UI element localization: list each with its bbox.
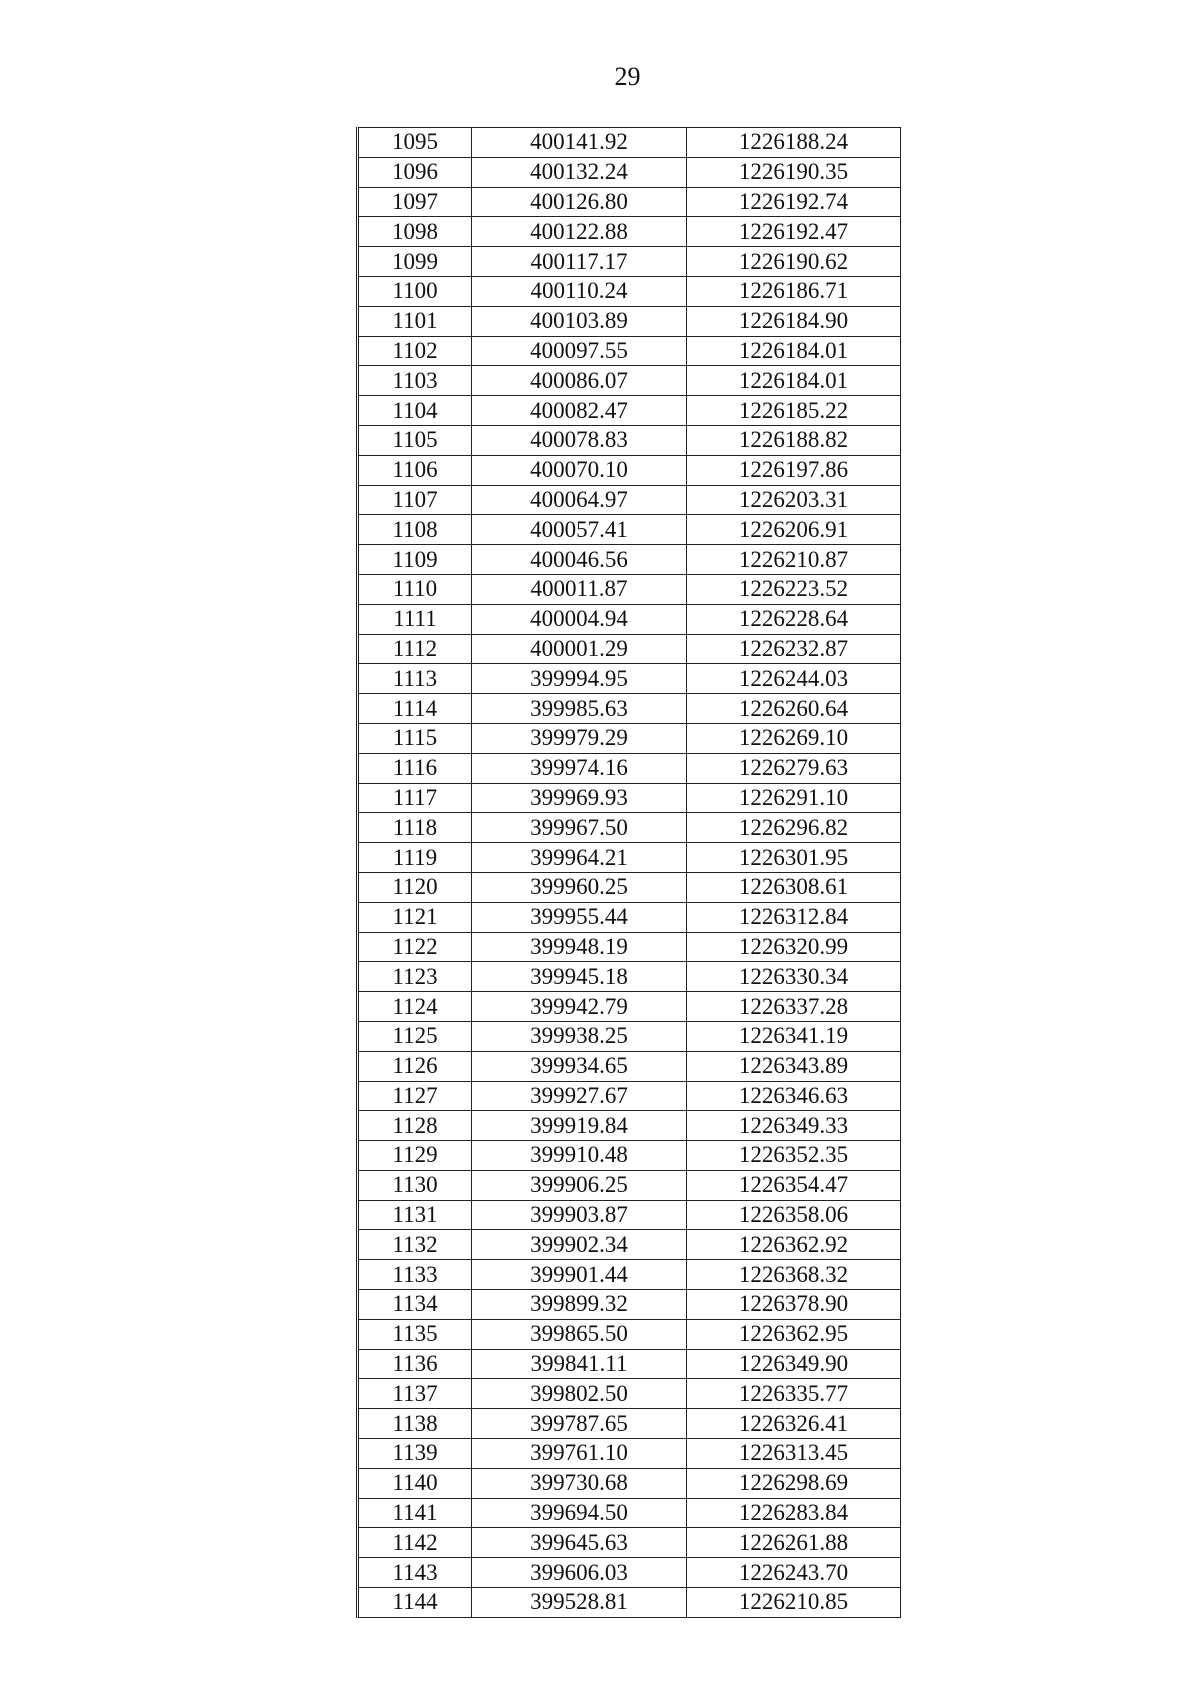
y-coordinate-cell: 1226349.33 — [687, 1111, 901, 1141]
y-coordinate-cell: 1226232.87 — [687, 634, 901, 664]
table-row — [358, 515, 901, 545]
y-coordinate-cell: 1226188.82 — [687, 425, 901, 455]
x-coordinate-cell: 399902.34 — [472, 1230, 687, 1260]
x-coordinate-cell: 400117.17 — [472, 247, 687, 277]
table-row — [358, 1498, 901, 1528]
point-number-cell: 1123 — [358, 962, 472, 992]
point-number-cell: 1124 — [358, 992, 472, 1022]
point-number-cell: 1142 — [358, 1528, 472, 1558]
x-coordinate-cell: 399969.93 — [472, 783, 687, 813]
table-row — [358, 1170, 901, 1200]
point-number-cell: 1114 — [358, 694, 472, 724]
x-coordinate-cell: 399942.79 — [472, 992, 687, 1022]
point-number-cell: 1098 — [358, 217, 472, 247]
table-row — [358, 753, 901, 783]
x-coordinate-cell: 400011.87 — [472, 574, 687, 604]
x-coordinate-cell: 399528.81 — [472, 1588, 687, 1618]
point-number-cell: 1118 — [358, 813, 472, 843]
x-coordinate-cell: 399730.68 — [472, 1468, 687, 1498]
x-coordinate-cell: 400001.29 — [472, 634, 687, 664]
point-number-cell: 1109 — [358, 545, 472, 575]
table-row — [358, 1409, 901, 1439]
x-coordinate-cell: 400132.24 — [472, 157, 687, 187]
y-coordinate-cell: 1226190.62 — [687, 247, 901, 277]
x-coordinate-cell: 399899.32 — [472, 1290, 687, 1320]
table-row — [358, 455, 901, 485]
x-coordinate-cell: 399606.03 — [472, 1558, 687, 1588]
point-number-cell: 1116 — [358, 753, 472, 783]
y-coordinate-cell: 1226354.47 — [687, 1170, 901, 1200]
x-coordinate-cell: 399964.21 — [472, 843, 687, 873]
point-number-cell: 1103 — [358, 366, 472, 396]
x-coordinate-cell: 399960.25 — [472, 872, 687, 902]
table-row — [358, 1468, 901, 1498]
y-coordinate-cell: 1226206.91 — [687, 515, 901, 545]
x-coordinate-cell: 399910.48 — [472, 1141, 687, 1171]
table-row — [358, 396, 901, 426]
y-coordinate-cell: 1226192.74 — [687, 187, 901, 217]
y-coordinate-cell: 1226260.64 — [687, 694, 901, 724]
point-number-cell: 1126 — [358, 1051, 472, 1081]
table-row — [358, 157, 901, 187]
x-coordinate-cell: 400097.55 — [472, 336, 687, 366]
y-coordinate-cell: 1226335.77 — [687, 1379, 901, 1409]
y-coordinate-cell: 1226301.95 — [687, 843, 901, 873]
table-row — [358, 366, 901, 396]
table-row — [358, 128, 901, 158]
x-coordinate-cell: 399927.67 — [472, 1081, 687, 1111]
table-row — [358, 962, 901, 992]
x-coordinate-cell: 400070.10 — [472, 455, 687, 485]
point-number-cell: 1119 — [358, 843, 472, 873]
point-number-cell: 1135 — [358, 1319, 472, 1349]
x-coordinate-cell: 400004.94 — [472, 604, 687, 634]
y-coordinate-cell: 1226346.63 — [687, 1081, 901, 1111]
y-coordinate-cell: 1226330.34 — [687, 962, 901, 992]
table-row — [358, 1439, 901, 1469]
coordinates-table — [356, 127, 901, 1618]
point-number-cell: 1100 — [358, 276, 472, 306]
point-number-cell: 1102 — [358, 336, 472, 366]
point-number-cell: 1140 — [358, 1468, 472, 1498]
point-number-cell: 1113 — [358, 664, 472, 694]
x-coordinate-cell: 400141.92 — [472, 128, 687, 158]
table-row — [358, 1111, 901, 1141]
point-number-cell: 1132 — [358, 1230, 472, 1260]
x-coordinate-cell: 400064.97 — [472, 485, 687, 515]
table-row — [358, 783, 901, 813]
point-number-cell: 1130 — [358, 1170, 472, 1200]
point-number-cell: 1139 — [358, 1439, 472, 1469]
y-coordinate-cell: 1226308.61 — [687, 872, 901, 902]
point-number-cell: 1138 — [358, 1409, 472, 1439]
x-coordinate-cell: 399985.63 — [472, 694, 687, 724]
x-coordinate-cell: 399761.10 — [472, 1439, 687, 1469]
x-coordinate-cell: 399645.63 — [472, 1528, 687, 1558]
table-row — [358, 425, 901, 455]
point-number-cell: 1115 — [358, 723, 472, 753]
y-coordinate-cell: 1226378.90 — [687, 1290, 901, 1320]
table-row — [358, 1230, 901, 1260]
y-coordinate-cell: 1226186.71 — [687, 276, 901, 306]
y-coordinate-cell: 1226313.45 — [687, 1439, 901, 1469]
y-coordinate-cell: 1226261.88 — [687, 1528, 901, 1558]
point-number-cell: 1111 — [358, 604, 472, 634]
x-coordinate-cell: 399865.50 — [472, 1319, 687, 1349]
point-number-cell: 1133 — [358, 1260, 472, 1290]
table-row — [358, 992, 901, 1022]
point-number-cell: 1099 — [358, 247, 472, 277]
point-number-cell: 1144 — [358, 1588, 472, 1618]
table-row — [358, 1349, 901, 1379]
x-coordinate-cell: 400046.56 — [472, 545, 687, 575]
x-coordinate-cell: 400122.88 — [472, 217, 687, 247]
y-coordinate-cell: 1226188.24 — [687, 128, 901, 158]
table-row — [358, 902, 901, 932]
y-coordinate-cell: 1226326.41 — [687, 1409, 901, 1439]
point-number-cell: 1107 — [358, 485, 472, 515]
table-row — [358, 1319, 901, 1349]
point-number-cell: 1128 — [358, 1111, 472, 1141]
point-number-cell: 1120 — [358, 872, 472, 902]
table-row — [358, 1528, 901, 1558]
table-row — [358, 1260, 901, 1290]
table-row — [358, 1081, 901, 1111]
y-coordinate-cell: 1226184.90 — [687, 306, 901, 336]
y-coordinate-cell: 1226291.10 — [687, 783, 901, 813]
x-coordinate-cell: 399919.84 — [472, 1111, 687, 1141]
x-coordinate-cell: 399934.65 — [472, 1051, 687, 1081]
point-number-cell: 1143 — [358, 1558, 472, 1588]
table-row — [358, 723, 901, 753]
point-number-cell: 1104 — [358, 396, 472, 426]
point-number-cell: 1097 — [358, 187, 472, 217]
y-coordinate-cell: 1226190.35 — [687, 157, 901, 187]
x-coordinate-cell: 399901.44 — [472, 1260, 687, 1290]
table-row — [358, 1200, 901, 1230]
table-row — [358, 574, 901, 604]
y-coordinate-cell: 1226203.31 — [687, 485, 901, 515]
x-coordinate-cell: 399694.50 — [472, 1498, 687, 1528]
x-coordinate-cell: 399967.50 — [472, 813, 687, 843]
table-row — [358, 932, 901, 962]
y-coordinate-cell: 1226210.87 — [687, 545, 901, 575]
y-coordinate-cell: 1226343.89 — [687, 1051, 901, 1081]
table-row — [358, 1290, 901, 1320]
x-coordinate-cell: 399979.29 — [472, 723, 687, 753]
y-coordinate-cell: 1226210.85 — [687, 1588, 901, 1618]
point-number-cell: 1134 — [358, 1290, 472, 1320]
x-coordinate-cell: 399948.19 — [472, 932, 687, 962]
page-number: 29 — [614, 62, 641, 91]
y-coordinate-cell: 1226362.92 — [687, 1230, 901, 1260]
table-row — [358, 694, 901, 724]
x-coordinate-cell: 400126.80 — [472, 187, 687, 217]
y-coordinate-cell: 1226349.90 — [687, 1349, 901, 1379]
y-coordinate-cell: 1226185.22 — [687, 396, 901, 426]
y-coordinate-cell: 1226298.69 — [687, 1468, 901, 1498]
table-row — [358, 217, 901, 247]
table-row — [358, 664, 901, 694]
coordinates-table-body — [358, 128, 901, 1618]
table-row — [358, 1558, 901, 1588]
table-row — [358, 306, 901, 336]
table-row — [358, 545, 901, 575]
x-coordinate-cell: 399841.11 — [472, 1349, 687, 1379]
table-row — [358, 336, 901, 366]
y-coordinate-cell: 1226228.64 — [687, 604, 901, 634]
x-coordinate-cell: 400110.24 — [472, 276, 687, 306]
table-row — [358, 1588, 901, 1618]
x-coordinate-cell: 400057.41 — [472, 515, 687, 545]
table-row — [358, 634, 901, 664]
point-number-cell: 1110 — [358, 574, 472, 604]
point-number-cell: 1129 — [358, 1141, 472, 1171]
y-coordinate-cell: 1226244.03 — [687, 664, 901, 694]
y-coordinate-cell: 1226312.84 — [687, 902, 901, 932]
point-number-cell: 1122 — [358, 932, 472, 962]
table-row — [358, 276, 901, 306]
y-coordinate-cell: 1226368.32 — [687, 1260, 901, 1290]
table-row — [358, 1021, 901, 1051]
x-coordinate-cell: 399787.65 — [472, 1409, 687, 1439]
y-coordinate-cell: 1226223.52 — [687, 574, 901, 604]
y-coordinate-cell: 1226337.28 — [687, 992, 901, 1022]
y-coordinate-cell: 1226362.95 — [687, 1319, 901, 1349]
x-coordinate-cell: 400078.83 — [472, 425, 687, 455]
point-number-cell: 1096 — [358, 157, 472, 187]
x-coordinate-cell: 399938.25 — [472, 1021, 687, 1051]
table-row — [358, 1379, 901, 1409]
point-number-cell: 1095 — [358, 128, 472, 158]
y-coordinate-cell: 1226184.01 — [687, 366, 901, 396]
x-coordinate-cell: 399974.16 — [472, 753, 687, 783]
point-number-cell: 1106 — [358, 455, 472, 485]
point-number-cell: 1131 — [358, 1200, 472, 1230]
y-coordinate-cell: 1226320.99 — [687, 932, 901, 962]
y-coordinate-cell: 1226197.86 — [687, 455, 901, 485]
x-coordinate-cell: 399903.87 — [472, 1200, 687, 1230]
point-number-cell: 1136 — [358, 1349, 472, 1379]
point-number-cell: 1108 — [358, 515, 472, 545]
x-coordinate-cell: 399945.18 — [472, 962, 687, 992]
y-coordinate-cell: 1226283.84 — [687, 1498, 901, 1528]
point-number-cell: 1105 — [358, 425, 472, 455]
x-coordinate-cell: 400082.47 — [472, 396, 687, 426]
x-coordinate-cell: 400086.07 — [472, 366, 687, 396]
y-coordinate-cell: 1226269.10 — [687, 723, 901, 753]
table-row — [358, 1051, 901, 1081]
y-coordinate-cell: 1226279.63 — [687, 753, 901, 783]
y-coordinate-cell: 1226296.82 — [687, 813, 901, 843]
table-row — [358, 187, 901, 217]
point-number-cell: 1117 — [358, 783, 472, 813]
table-row — [358, 1141, 901, 1171]
x-coordinate-cell: 399802.50 — [472, 1379, 687, 1409]
table-row — [358, 247, 901, 277]
table-row — [358, 872, 901, 902]
point-number-cell: 1125 — [358, 1021, 472, 1051]
point-number-cell: 1141 — [358, 1498, 472, 1528]
y-coordinate-cell: 1226243.70 — [687, 1558, 901, 1588]
table-row — [358, 843, 901, 873]
y-coordinate-cell: 1226352.35 — [687, 1141, 901, 1171]
point-number-cell: 1137 — [358, 1379, 472, 1409]
x-coordinate-cell: 400103.89 — [472, 306, 687, 336]
y-coordinate-cell: 1226341.19 — [687, 1021, 901, 1051]
y-coordinate-cell: 1226192.47 — [687, 217, 901, 247]
point-number-cell: 1121 — [358, 902, 472, 932]
table-row — [358, 604, 901, 634]
x-coordinate-cell: 399906.25 — [472, 1170, 687, 1200]
x-coordinate-cell: 399994.95 — [472, 664, 687, 694]
table-row — [358, 485, 901, 515]
y-coordinate-cell: 1226358.06 — [687, 1200, 901, 1230]
x-coordinate-cell: 399955.44 — [472, 902, 687, 932]
point-number-cell: 1127 — [358, 1081, 472, 1111]
y-coordinate-cell: 1226184.01 — [687, 336, 901, 366]
point-number-cell: 1101 — [358, 306, 472, 336]
table-row — [358, 813, 901, 843]
point-number-cell: 1112 — [358, 634, 472, 664]
